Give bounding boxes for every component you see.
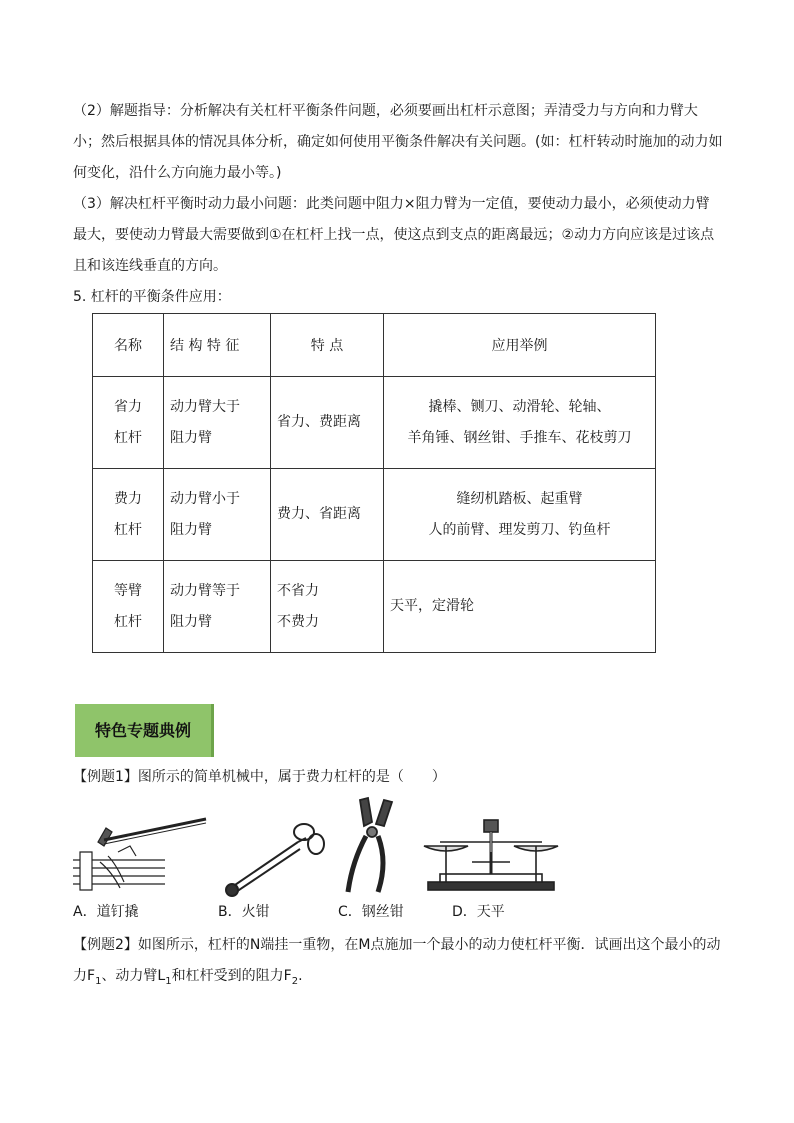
row-feature: 省力、费距离	[271, 377, 384, 469]
header-feature: 特 点	[271, 314, 384, 377]
table-header-row	[93, 314, 656, 377]
example1-figures	[0, 792, 794, 902]
fire-tongs-illustration	[226, 824, 324, 896]
option-a: A．道钉撬	[73, 904, 139, 920]
table-row	[93, 469, 656, 561]
table-heading: 5. 杠杆的平衡条件应用：	[73, 289, 231, 305]
row-structure: 动力臂等于 阻力臂	[164, 561, 271, 653]
row-name: 省力 杠杆	[93, 377, 164, 469]
balance-illustration	[424, 820, 558, 890]
row-structure: 动力臂大于 阻力臂	[164, 377, 271, 469]
guidance-paragraph: （2）解题指导：分析解决有关杠杆平衡条件问题，必须要画出杠杆示意图；弄清受力与方向和力臂大小；然后根据具体的情况具体分析，确定如何使用平衡条件解决有关问题。(如：杠杆转动时施加的动力如何变化，沿什么方向施力最小等。)	[73, 103, 723, 181]
header-name: 名称	[93, 314, 164, 377]
pliers-illustration	[348, 798, 392, 892]
option-c: C．钢丝钳	[338, 904, 404, 920]
lever-application-table	[92, 313, 656, 653]
row-name: 费力 杠杆	[93, 469, 164, 561]
table-row	[93, 377, 656, 469]
row-examples: 天平，定滑轮	[384, 561, 656, 653]
table-row	[93, 561, 656, 653]
row-structure: 动力臂小于 阻力臂	[164, 469, 271, 561]
section-title: 特色专题典例	[94, 721, 191, 740]
option-b: B．火钳	[218, 904, 270, 920]
crowbar-illustration	[73, 819, 206, 890]
header-structure: 结 构 特 征	[164, 314, 271, 377]
example1-question: 【例题1】图所示的简单机械中，属于费力杠杆的是（ ）	[73, 769, 446, 785]
example2-question: 【例题2】如图所示，杠杆的N端挂一重物，在M点施加一个最小的动力使杠杆平衡．试画出这个最小的动力$F_1$、动力臂$L_1$和杠杆受到的阻力$F_2$.	[73, 937, 721, 987]
row-feature: 不省力 不费力	[271, 561, 384, 653]
row-examples: 缝纫机踏板、起重臂 人的前臂、理发剪刀、钓鱼杆	[384, 469, 656, 561]
row-feature: 费力、省距离	[271, 469, 384, 561]
min-force-paragraph: （3）解决杠杆平衡时动力最小问题：此类问题中阻力×阻力臂为一定值，要使动力最小，必须使动力臂最大，要使动力臂最大需要做到①在杠杆上找一点，使这点到支点的距离最远；②动力方向应该是过该点且和该连线垂直的方向。	[73, 196, 715, 274]
row-name: 等臂 杠杆	[93, 561, 164, 653]
section-title-badge	[75, 704, 214, 757]
row-examples: 撬棒、铡刀、动滑轮、轮轴、 羊角锤、钢丝钳、手推车、花枝剪刀	[384, 377, 656, 469]
header-examples: 应用举例	[384, 314, 656, 377]
option-d: D．天平	[452, 904, 505, 920]
